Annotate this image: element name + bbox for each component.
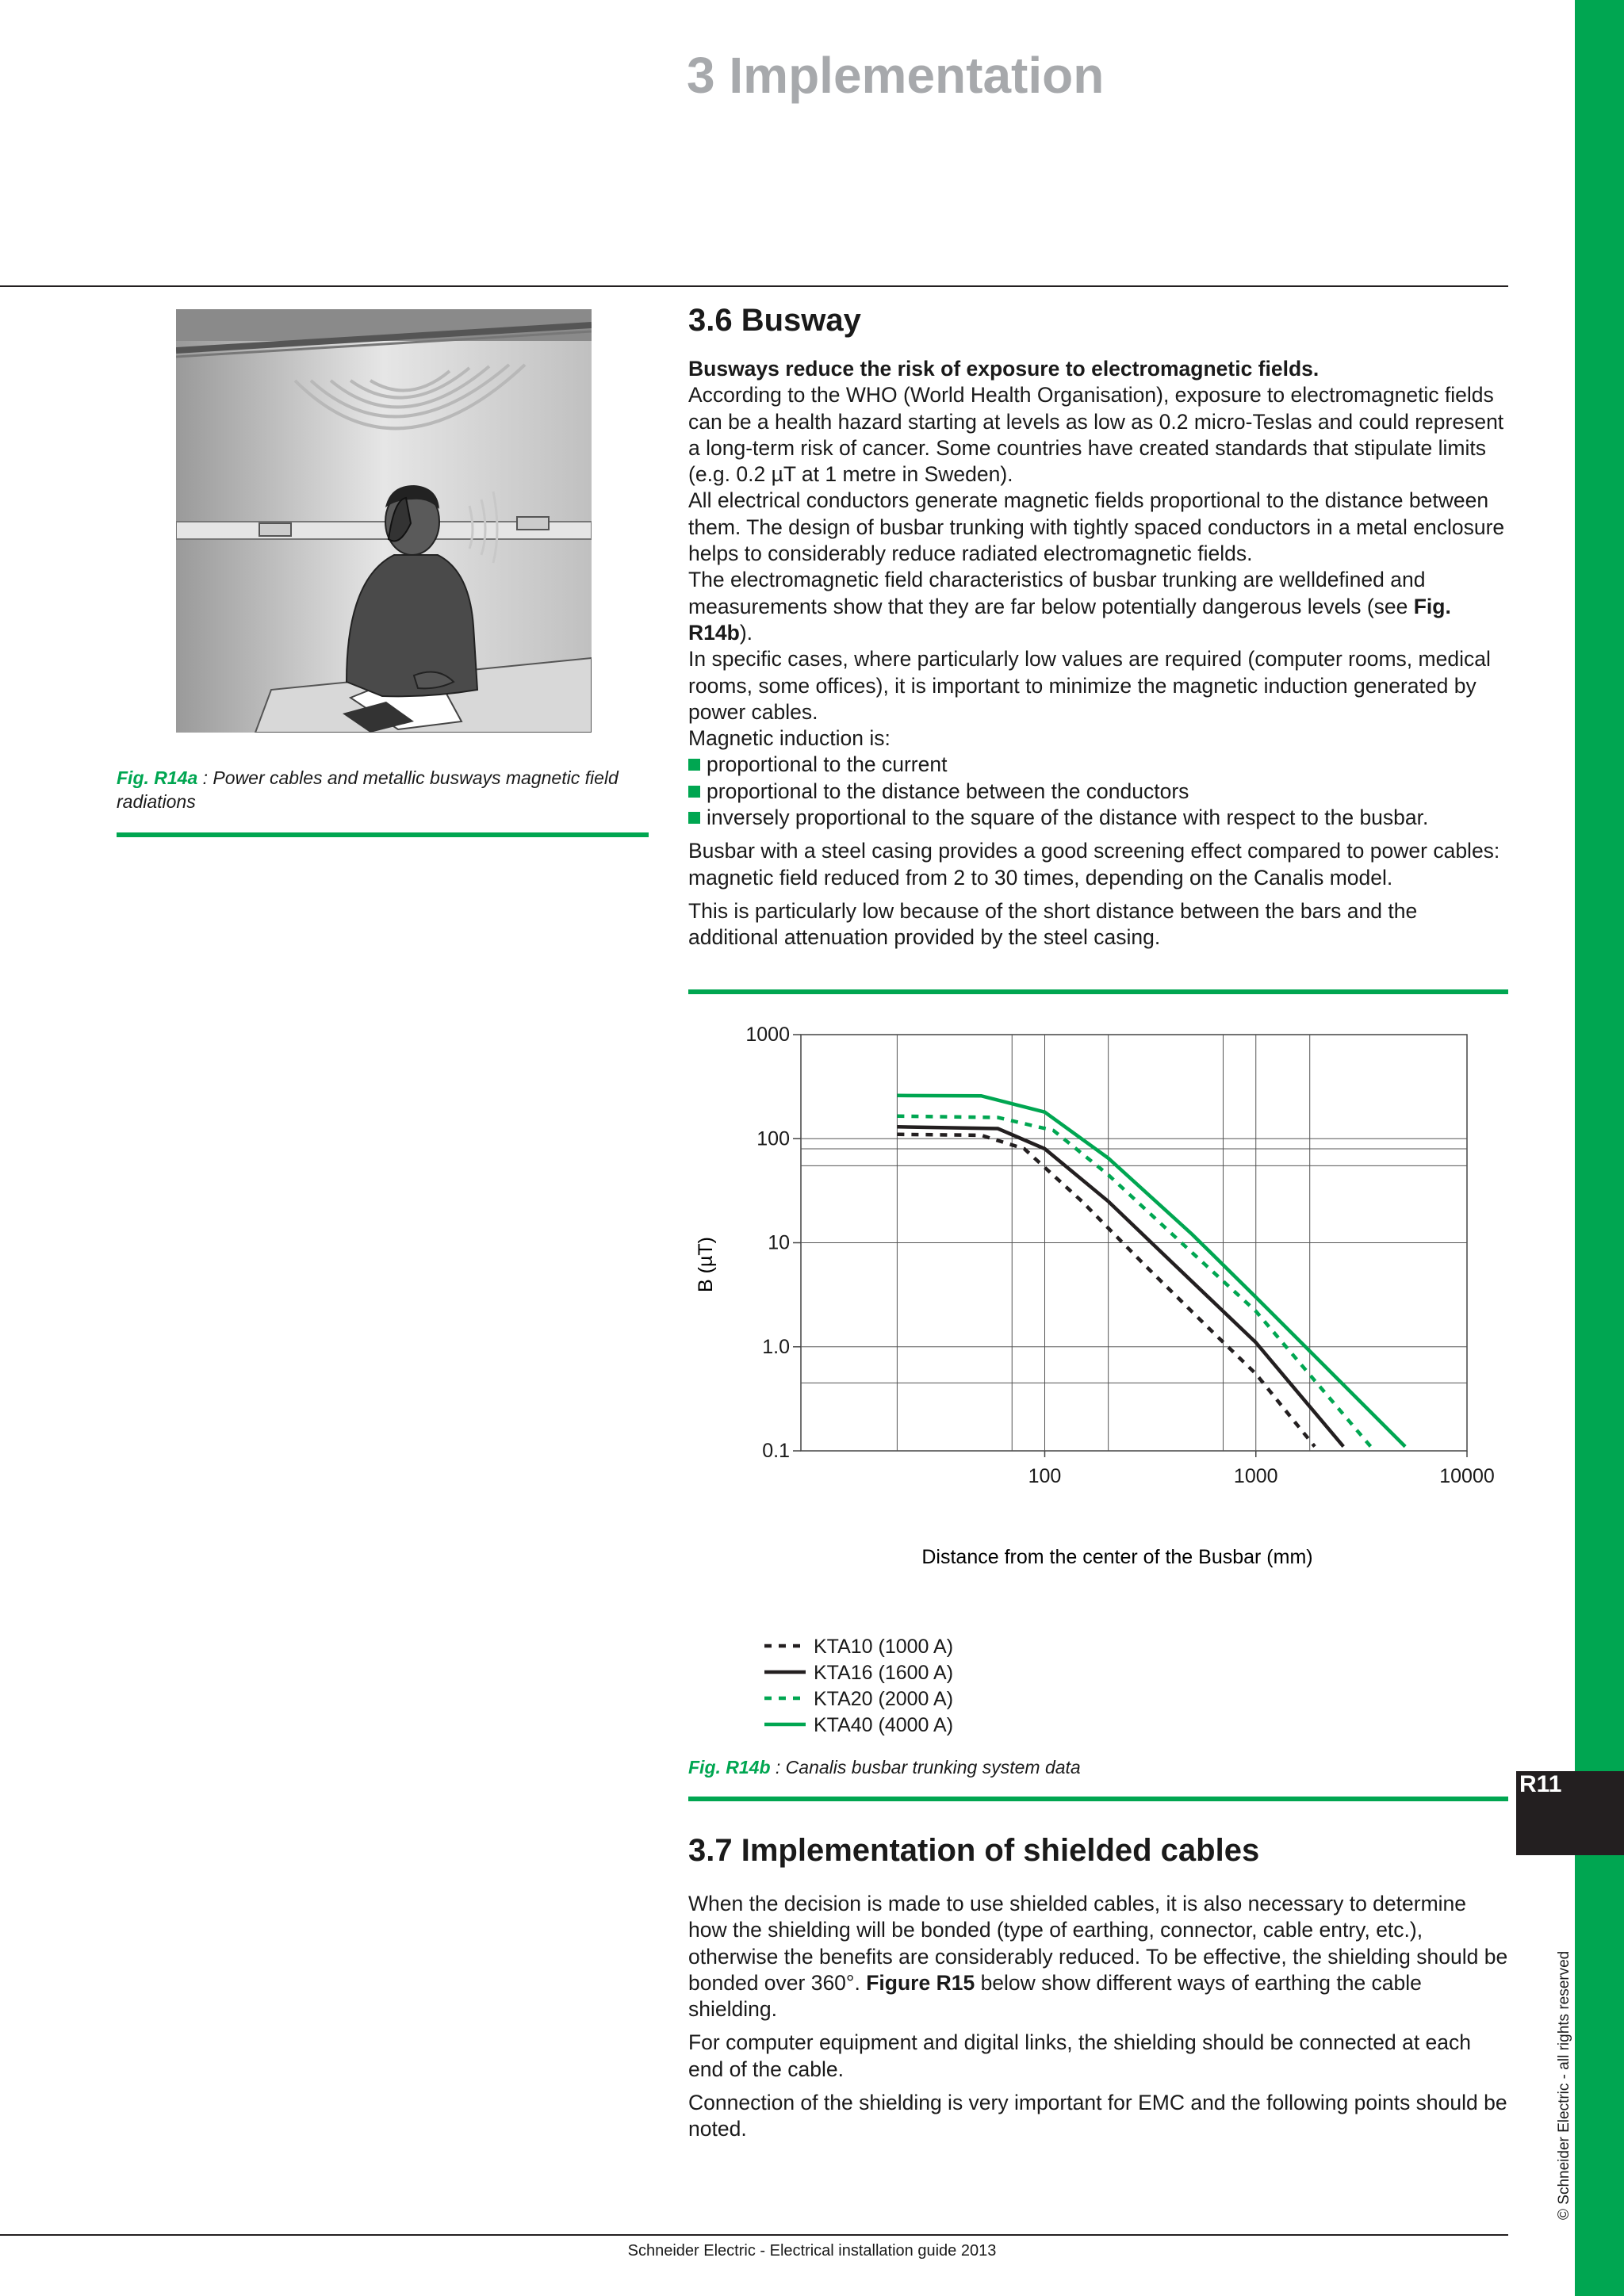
x-tick-label: 100 [1028, 1465, 1062, 1487]
page-footer [0, 2242, 1624, 2260]
section-shielded-cables [688, 1833, 1508, 2143]
bullet-text: proportional to the distance between the conductors [707, 779, 1189, 803]
section-36-body [688, 356, 1508, 951]
section-37-body [688, 1891, 1508, 2143]
y-axis-ticks [745, 1024, 801, 1462]
figure-a-caption [117, 766, 648, 813]
y-tick-label: 10 [768, 1231, 790, 1254]
figure-a-label: Fig. R14a [117, 767, 198, 788]
y-tick-label: 1000 [745, 1024, 790, 1046]
figure-b-label: Fig. R14b [688, 1757, 771, 1777]
chapter-title: 3 Implementation [687, 47, 1105, 104]
section-36-paragraph-3-end: ). [739, 620, 753, 645]
magnetic-field-chart [688, 999, 1513, 1744]
bullet-text: proportional to the current [707, 752, 948, 777]
y-tick-label: 100 [756, 1127, 790, 1150]
section-37-heading: 3.7 Implementation of shielded cables [688, 1833, 1260, 1868]
figure-b-caption [688, 1755, 1481, 1779]
section-37-paragraph-3: Connection of the shielding is very important for EMC and the following points should be noted. [688, 2091, 1507, 2141]
x-tick-label: 10000 [1439, 1465, 1495, 1487]
section-36-paragraph-2: All electrical conductors generate magnetic fields proportional to the distance between them. The design of busbar trunking with tightly spaced conductors in a metal enclosure helps to considerably reduce radiated electromagnetic fields. [688, 488, 1505, 566]
section-36-paragraph-3-text: The electromagnetic field characteristics of busbar trunking are welldefined and measurements show that they are far below potentially dangerous levels (see [688, 568, 1426, 618]
bullet-text: inversely proportional to the square of the distance with respect to the busbar. [707, 806, 1429, 830]
legend-label: KTA20 (2000 A) [814, 1688, 954, 1710]
section-36-paragraph-6: Busbar with a steel casing provides a good screening effect compared to power cables: magnetic field reduced from 2 to 30 times, depending on the Canalis model. [688, 839, 1500, 890]
busway-illustration [176, 309, 592, 733]
section-busway [688, 303, 1508, 951]
section-36-paragraph-4: In specific cases, where particularly low values are required (computer rooms, medical rooms, some offices), it is important to minimize the magnetic induction generated by power cables. [688, 647, 1491, 724]
x-axis-label: Distance from the center of the Busbar (mm) [921, 1546, 1313, 1568]
series-line [897, 1135, 1315, 1447]
series-line [897, 1127, 1343, 1446]
square-bullet-icon [688, 812, 700, 824]
section-37-paragraph-1-text: When the decision is made to use shielded cables, it is also necessary to determine how the shielding will be bonded (type of earthing, connector, cable entry, etc.), otherwise the benefits are considerably reduced. To be effective, the shielding should be bonded over 360°. [688, 1892, 1508, 1995]
y-axis-label: B (µT) [695, 1237, 717, 1292]
footer-text: Schneider Electric - Electrical installation guide 2013 [627, 2242, 997, 2260]
legend-label: KTA40 (4000 A) [814, 1714, 954, 1736]
section-36-paragraph-1: According to the WHO (World Health Organisation), exposure to electromagnetic fields can be a health hazard starting at levels as low as 0.2 micro-Teslas and could represent a long-term risk of cancer. Some countries have created standards that stipulate limits (e.g. 0.2 µT at 1 metre in Sweden). [688, 383, 1504, 487]
x-tick-label: 1000 [1233, 1465, 1278, 1487]
side-accent-bar [1575, 0, 1624, 2296]
y-tick-label: 1.0 [762, 1335, 790, 1358]
figure-r15-reference: Figure R15 [866, 1970, 975, 1995]
figure-a-rule [117, 832, 649, 837]
bottom-divider [0, 2234, 1508, 2236]
section-36-lead: Busways reduce the risk of exposure to electromagnetic fields. [688, 357, 1320, 381]
chart-series [897, 1096, 1405, 1447]
list-item [688, 779, 1508, 805]
figure-b-text: : Canalis busbar trunking system data [770, 1757, 1081, 1777]
page-number: R11 [1519, 1771, 1562, 1797]
figure-a-text: : Power cables and metallic busways magnetic field radiations [117, 767, 619, 812]
copyright-notice: © Schneider Electric - all rights reserved [1556, 1950, 1572, 2220]
list-item [688, 805, 1508, 831]
x-axis-ticks [1028, 1451, 1495, 1487]
page-number-tab [1516, 1771, 1624, 1855]
section-36-paragraph-5: Magnetic induction is: [688, 726, 891, 751]
section-37-paragraph-2: For computer equipment and digital links, the shielding should be connected at each end of the cable. [688, 2030, 1472, 2081]
legend-label: KTA16 (1600 A) [814, 1662, 954, 1684]
section-37-paragraph-1 [688, 1891, 1508, 2022]
legend-label: KTA10 (1000 A) [814, 1636, 954, 1658]
square-bullet-icon [688, 786, 700, 798]
list-item [688, 752, 1508, 778]
section-37-paragraph-1-end: below show different ways of earthing the cable shielding. [688, 1970, 1422, 2022]
top-divider [0, 285, 1508, 287]
section-36-heading: 3.6 Busway [688, 303, 861, 338]
chart-top-rule [688, 989, 1508, 994]
square-bullet-icon [688, 759, 700, 771]
figure-b-rule [688, 1797, 1508, 1801]
section-36-paragraph-7: This is particularly low because of the short distance between the bars and the additional attenuation provided by the steel casing. [688, 898, 1418, 950]
section-36-paragraph-3 [688, 567, 1508, 646]
fig-r14b-reference: Fig. R14b [688, 594, 1451, 645]
y-tick-label: 0.1 [762, 1440, 790, 1462]
chart-legend [764, 1636, 953, 1736]
